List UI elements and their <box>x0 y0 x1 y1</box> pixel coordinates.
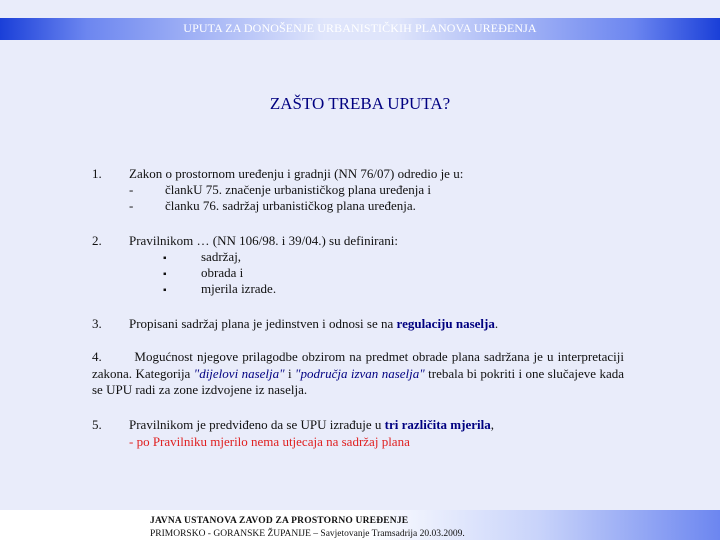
list-item-3 <box>0 316 720 334</box>
header-title: UPUTA ZA DONOŠENJE URBANISTIČKIH PLANOVA UREĐENJA <box>183 21 537 35</box>
item-number: 5. <box>92 417 102 432</box>
item-number: 4. <box>92 349 102 364</box>
item-italic-text: "dijelovi naselja" <box>193 365 285 381</box>
page-title: ZAŠTO TREBA UPUTA? <box>269 94 451 113</box>
item-text-part: i <box>284 365 296 381</box>
header-bar <box>0 18 720 40</box>
bullet-item: sadržaj, <box>201 249 242 264</box>
item-text <box>129 316 498 332</box>
sub-item: članku 76. sadržaj urbanističkog plana uređenja. <box>165 198 416 213</box>
item-text: Zakon o prostornom uređenju i gradnji (NN 76/07) odredio je u: <box>129 166 464 181</box>
bullet-icon: ▪ <box>163 269 167 280</box>
footer-bar <box>0 510 720 540</box>
item-text-part: , <box>490 417 494 432</box>
list-item-2 <box>0 233 720 299</box>
item-number: 3. <box>92 316 102 331</box>
item-note: - po Pravilniku mjerilo nema utjecaja na sadržaj plana <box>129 434 410 449</box>
bullet-icon: ▪ <box>163 285 167 296</box>
item-text-part: Propisani sadržaj plana je jedinstven i odnosi se na <box>129 316 397 331</box>
item-text-part: trebala bi pokriti i one slučajeve kada se UPU radi za zone izdvojene iz naselja. <box>92 365 624 397</box>
item-text <box>129 417 494 433</box>
footer-event: PRIMORSKO - GORANSKE ŽUPANIJE – Savjetovanje Tramsadrija 20.03.2009. <box>150 529 465 539</box>
item-text-part: Mogućnost njegove prilagodbe obzirom na predmet obrade plana sadržana je u interpretaciji zakona. Kategorija <box>92 349 625 381</box>
list-item-1 <box>0 166 720 216</box>
list-item-4 <box>92 349 624 399</box>
item-bold-text: tri različita mjerila <box>384 417 491 432</box>
item-text: Pravilnikom … (NN 106/98. i 39/04.) su definirani: <box>129 233 399 248</box>
item-number: 1. <box>92 166 102 181</box>
item-text-part: Pravilnikom je predviđeno da se UPU izrađuje u <box>129 417 385 432</box>
item-italic-text: "područja izvan naselja" <box>295 365 425 381</box>
sub-item: člankU 75. značenje urbanističkog plana uređenja i <box>165 182 432 197</box>
bullet-item: mjerila izrade. <box>201 281 277 296</box>
list-item-5 <box>0 417 720 451</box>
item-text-part: . <box>494 316 499 331</box>
dash-marker: - <box>129 182 134 197</box>
footer-institution: JAVNA USTANOVA ZAVOD ZA PROSTORNO UREĐENJE <box>150 516 409 526</box>
bullet-icon: ▪ <box>163 253 167 264</box>
item-number: 2. <box>92 233 102 248</box>
bullet-item: obrada i <box>201 265 244 280</box>
item-bold-text: regulaciju naselja <box>396 316 495 331</box>
dash-marker: - <box>129 198 134 213</box>
